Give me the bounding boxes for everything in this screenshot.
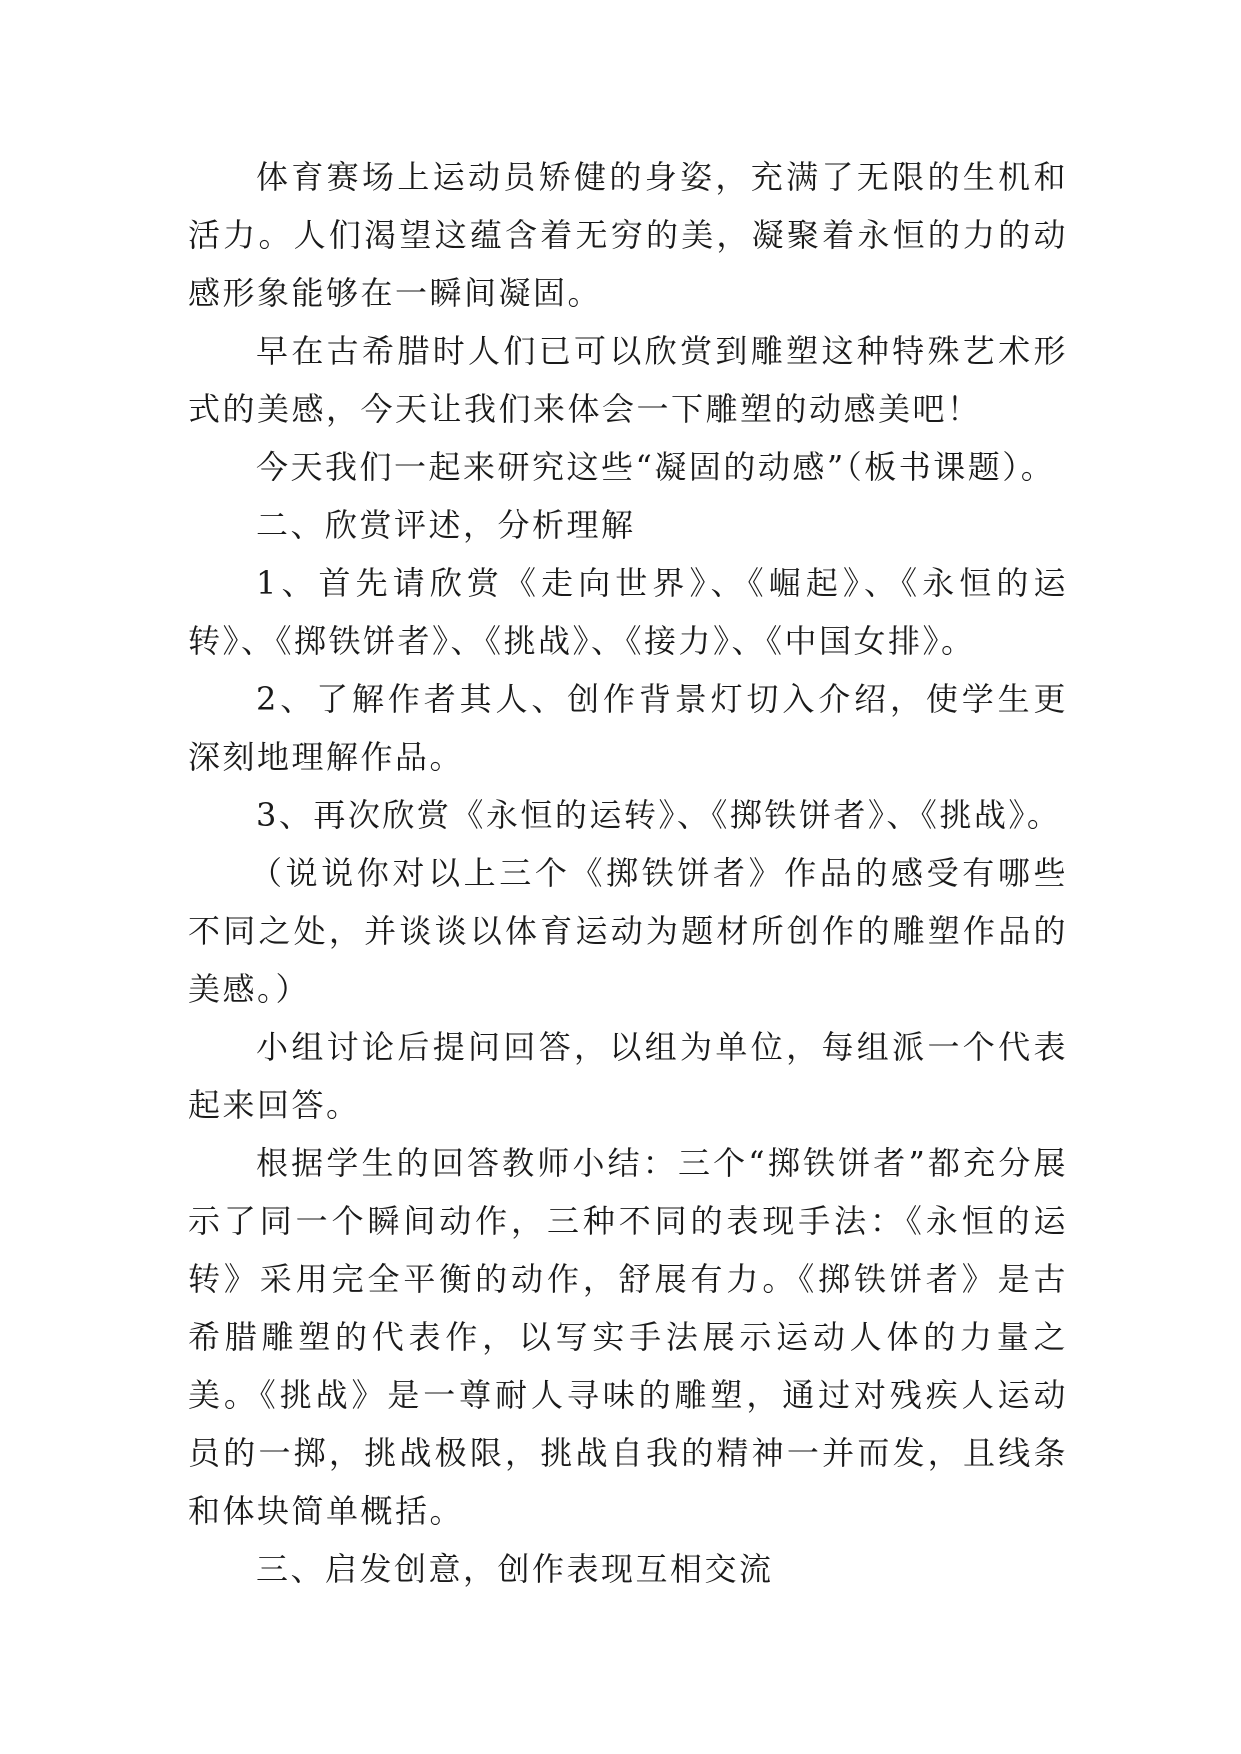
paragraph-group-discussion: 小组讨论后提问回答，以组为单位，每组派一个代表起来回答。 xyxy=(188,1028,1068,1124)
section-heading-2: 二、欣赏评述，分析理解 xyxy=(256,506,636,544)
paragraph-greece: 早在古希腊时人们已可以欣赏到雕塑这种特殊艺术形式的美感，今天让我们来体会一下雕塑的动感美吧！ xyxy=(188,332,1068,428)
paragraph-intro: 体育赛场上运动员矫健的身姿，充满了无限的生机和活力。人们渴望这蕴含着无穷的美，凝聚着永恒的力的动感形象能够在一瞬间凝固。 xyxy=(188,158,1068,312)
paragraph-topic: 今天我们一起来研究这些“凝固的动感”（板书课题）。 xyxy=(256,448,1056,486)
document-page xyxy=(188,148,1068,1598)
paragraph-discussion-prompt: （说说你对以上三个《掷铁饼者》作品的感受有哪些不同之处，并谈谈以体育运动为题材所创作的雕塑作品的美感。） xyxy=(188,854,1068,1008)
section-heading-3: 三、启发创意，创作表现互相交流 xyxy=(256,1550,774,1588)
paragraph-step-2: 2、了解作者其人、创作背景灯切入介绍，使学生更深刻地理解作品。 xyxy=(188,680,1068,776)
paragraph-step-3: 3、再次欣赏《永恒的运转》、《掷铁饼者》、《挑战》。 xyxy=(256,796,1062,834)
paragraph-step-1: 1、首先请欣赏《走向世界》、《崛起》、《永恒的运转》、《掷铁饼者》、《挑战》、《接力》、《中国女排》。 xyxy=(188,564,1068,660)
paragraph-teacher-summary: 根据学生的回答教师小结：三个“掷铁饼者”都充分展示了同一个瞬间动作，三种不同的表现手法：《永恒的运转》采用完全平衡的动作，舒展有力。《掷铁饼者》是古希腊雕塑的代表作，以写实手法展示运动人体的力量之美。《挑战》是一尊耐人寻味的雕塑，通过对残疾人运动员的一掷，挑战极限，挑战自我的精神一并而发，且线条和体块简单概括。 xyxy=(188,1144,1068,1530)
